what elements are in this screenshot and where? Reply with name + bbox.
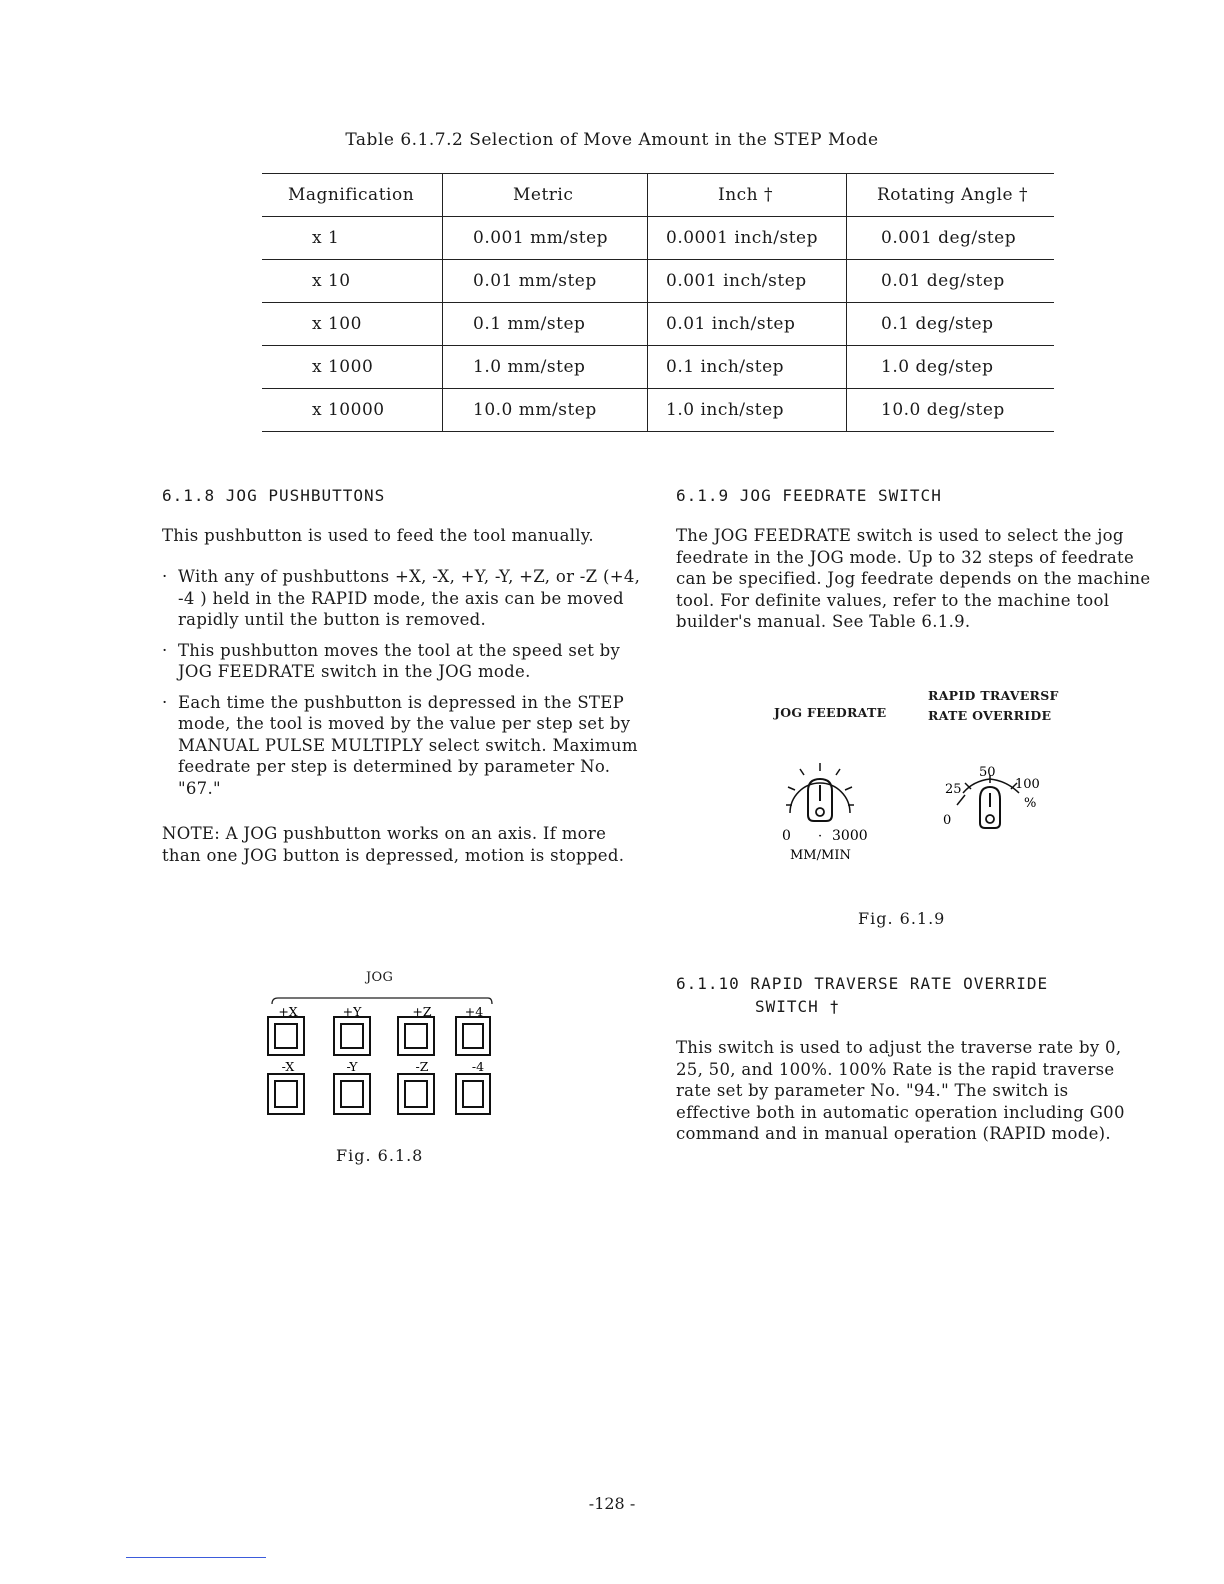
table-row	[262, 260, 1054, 303]
fig-619-caption: Fig. 6.1.9	[858, 909, 946, 928]
table-row	[262, 346, 1054, 389]
table-row	[262, 217, 1054, 260]
jog-label: -X	[281, 1059, 295, 1074]
jog-label: -Y	[346, 1059, 358, 1074]
bullet-item: · This pushbutton moves the tool at the speed set by JOG FEEDRATE switch in the JOG mode.	[162, 640, 652, 683]
override-mark: 0	[943, 813, 952, 828]
table-cell: 1.0 mm/step	[443, 346, 648, 389]
jog-label: +Z	[412, 1004, 432, 1019]
table-cell: 0.0001 inch/step	[648, 217, 847, 260]
step-amount-table	[262, 173, 1054, 432]
bottom-rule	[126, 1557, 266, 1558]
table-cell: 10.0 mm/step	[443, 389, 648, 432]
section-heading-rapid-override: 6.1.10 RAPID TRAVERSE RATE OVERRIDE	[676, 974, 1049, 993]
jog-button-minus-z	[398, 1074, 434, 1114]
jog-button-minus-y	[334, 1074, 370, 1114]
table-cell: 0.001 inch/step	[648, 260, 847, 303]
table-cell: 0.1 inch/step	[648, 346, 847, 389]
dial-dot: ·	[818, 829, 823, 844]
table-header-row	[262, 174, 1054, 217]
rapid-override-label-line1: RAPID TRAVERSF	[928, 688, 1059, 703]
jog-figure-title: JOG	[366, 970, 394, 985]
bullet-item: · With any of pushbuttons +X, -X, +Y, -Y, +Z, or -Z (+4, -4 ) held in the RAPID mode, the axis can be moved rapidly until the button is removed.	[162, 566, 652, 631]
header-rotating-angle: Rotating Angle †	[847, 174, 1055, 217]
table-row	[262, 303, 1054, 346]
jog-pushbuttons-bullets	[162, 566, 652, 808]
table-cell: x 100	[262, 303, 443, 346]
dial-max-label: 3000	[832, 828, 868, 844]
table-cell: 0.1 mm/step	[443, 303, 648, 346]
table-cell: x 1	[262, 217, 443, 260]
table-cell: 1.0 deg/step	[847, 346, 1055, 389]
bullet-item: · Each time the pushbutton is depressed in the STEP mode, the tool is moved by the value per step set by MANUAL PULSE MULTIPLY select switch. Maximum feedrate per step is determined by parameter No. "67."	[162, 692, 652, 800]
override-mark: 25	[945, 782, 962, 797]
page-number: -128 -	[588, 1494, 636, 1513]
header-inch: Inch †	[648, 174, 847, 217]
table-cell: x 10	[262, 260, 443, 303]
knob-screw	[986, 815, 994, 823]
dial-arc	[963, 779, 1019, 793]
fig-618-caption: Fig. 6.1.8	[336, 1146, 424, 1165]
table-cell: 0.01 inch/step	[648, 303, 847, 346]
table-cell: 0.001 deg/step	[847, 217, 1055, 260]
table-caption: Table 6.1.7.2 Selection of Move Amount in the STEP Mode	[345, 130, 879, 150]
table-cell: 1.0 inch/step	[648, 389, 847, 432]
jog-feedrate-dial	[770, 755, 890, 870]
override-mark: 50	[979, 765, 996, 780]
table-cell: 10.0 deg/step	[847, 389, 1055, 432]
table-cell: 0.01 deg/step	[847, 260, 1055, 303]
section-heading-jog-pushbuttons: 6.1.8 JOG PUSHBUTTONS	[162, 486, 386, 505]
jog-bracket	[272, 998, 492, 1004]
jog-button-plus-x	[268, 1017, 304, 1055]
override-unit: %	[1024, 796, 1037, 811]
table-cell: x 10000	[262, 389, 443, 432]
jog-feedrate-body: The JOG FEEDRATE switch is used to select the jog feedrate in the JOG mode. Up to 32 steps of feedrate can be specified. Jog feedrate depends on the machine tool. For definite values, refer to the machine tool builder's manual. See Table 6.1.9.	[676, 526, 1151, 631]
table-cell: x 1000	[262, 346, 443, 389]
knob-screw	[816, 808, 824, 816]
rapid-override-body: This switch is used to adjust the traverse rate by 0, 25, 50, and 100%. 100% Rate is the rapid traverse rate set by parameter No. "94." The switch is effective both in automatic operation including G00 command and in manual operation (RAPID mode).	[676, 1038, 1125, 1143]
jog-button-plus-4	[456, 1017, 490, 1055]
jog-label: +4	[464, 1004, 484, 1019]
jog-label: +X	[278, 1004, 298, 1019]
table-row	[262, 389, 1054, 432]
rapid-override-dial	[935, 755, 1055, 840]
jog-button-plus-y	[334, 1017, 370, 1055]
section-heading-rapid-override-line2: SWITCH †	[755, 997, 841, 1016]
table-cell: 0.001 mm/step	[443, 217, 648, 260]
jog-pushbuttons-note: NOTE: A JOG pushbutton works on an axis. If more than one JOG button is depressed, motion is stopped.	[162, 824, 625, 865]
jog-pushbuttons-intro: This pushbutton is used to feed the tool manually.	[162, 526, 594, 545]
rapid-override-label-line2: RATE OVERRIDE	[928, 708, 1052, 723]
jog-buttons-figure	[260, 990, 500, 1120]
dial-unit-label: MM/MIN	[790, 848, 851, 863]
header-magnification: Magnification	[262, 174, 443, 217]
table-cell: 0.01 mm/step	[443, 260, 648, 303]
jog-button-minus-4	[456, 1074, 490, 1114]
jog-label: +Y	[342, 1004, 362, 1019]
jog-button-plus-z	[398, 1017, 434, 1055]
table-cell: 0.1 deg/step	[847, 303, 1055, 346]
jog-button-minus-x	[268, 1074, 304, 1114]
jog-label: -4	[471, 1059, 485, 1074]
dial-min-label: 0	[782, 828, 791, 844]
section-heading-jog-feedrate: 6.1.9 JOG FEEDRATE SWITCH	[676, 486, 942, 505]
jog-label: -Z	[415, 1059, 429, 1074]
override-mark: 100	[1015, 777, 1040, 792]
header-metric: Metric	[443, 174, 648, 217]
jog-feedrate-label: JOG FEEDRATE	[774, 705, 887, 720]
